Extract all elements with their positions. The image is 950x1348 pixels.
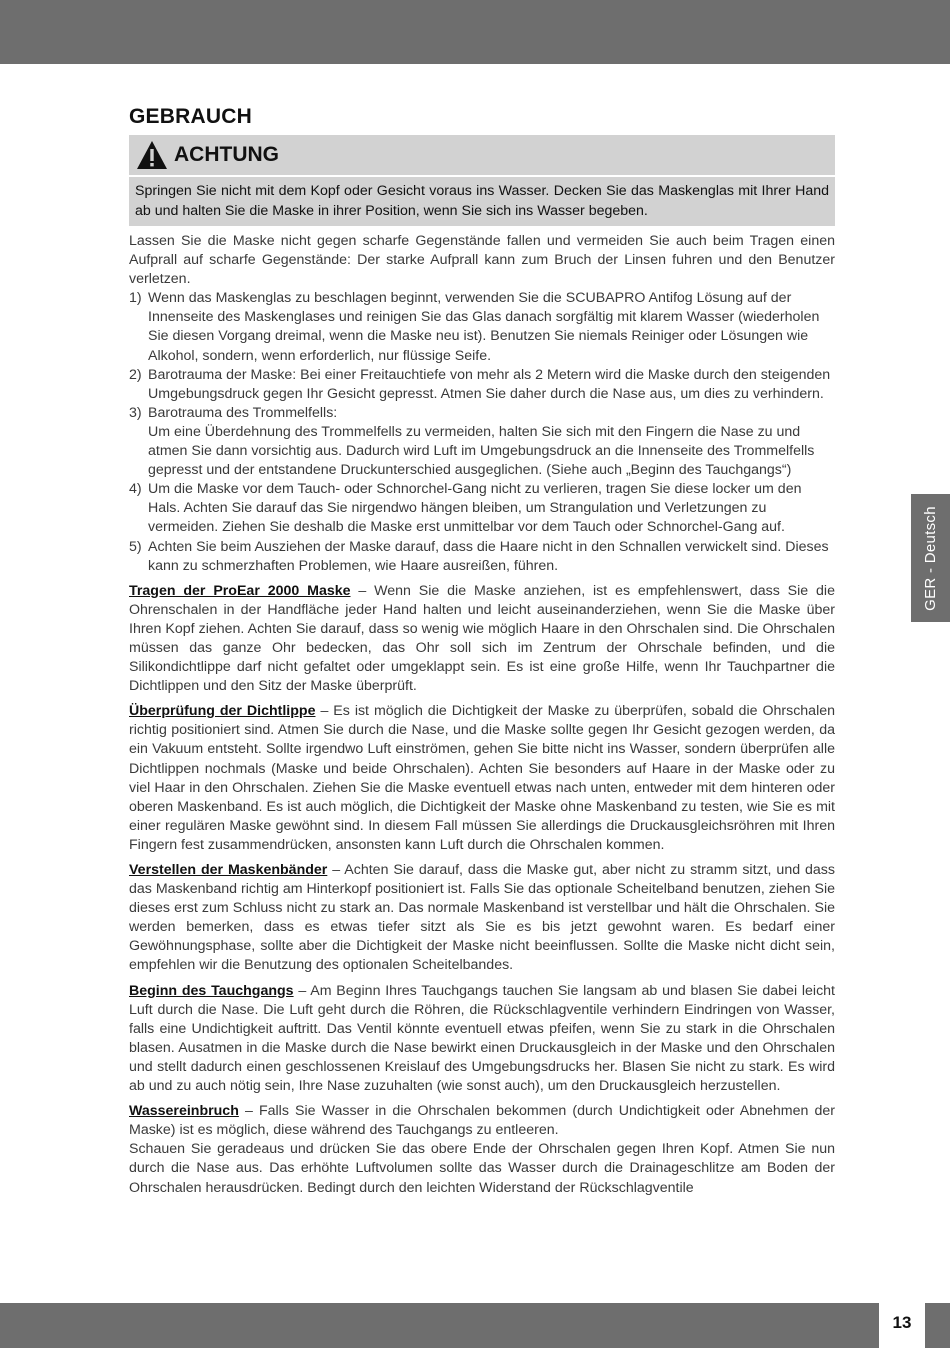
section-text: – Es ist möglich die Dichtigkeit der Maske zu überprüfen, sobald die Ohrschalen richtig positioniert sind. Atmen Sie durch die Nase, und die Maske sollte gegen Ihr Gesicht gezogen werden, da ein Vakuum entsteht. Sollte irgendwo Luft einströmen, gehen Sie bitte nicht ins Wasser, sondern überprüfen alle Dichtlippen nochmals (Maske und beide Ohrschalen). Achten Sie besonders auf Haare in der Maske oder zu viel Haar in den Ohrschalen. Ziehen Sie die Maske eventuell etwas nach unten, entweder mit dem hinteren oder oberen Maskenband. Es ist auch möglich, die Dichtigkeit der Maske ohne Maskenband zu testen, wie Sie es mit einer regulären Maske gewöhnt sind. In diesem Fall müssen Sie allerdings die Druckausgleichsröhren mit Ihren Fingern fest zusammendrücken, ansonsten kann Luft durch die Ohrschalen kommen. [129,703,836,853]
list-item [129,538,835,576]
list-item-number: 3) [129,404,142,421]
section-text: – Falls Sie Wasser in die Ohrschalen bekommen (durch Undichtigkeit oder Abnehmen der Maske) ist es möglich, diese während des Tauchgangs zu entleeren. [129,1103,835,1139]
section-paragraph [129,982,835,1097]
section-text: – Achten Sie darauf, dass die Maske gut, aber nicht zu stramm sitzt, und dass das Maskenband richtig am Hinterkopf positioniert ist. Falls Sie das optionale Scheitelband benutzen, ziehen Sie dieses erst zum Schluss nicht zu stark an. Das normale Maskenband ist verstellbar und hält die Ohrschalen. Sie werden bemerken, dass es etwas tiefer sitzt als Sie es bis jetzt gewohnt waren. Es bedarf einer Gewöhnungsphase, sollte aber die Dichtigkeit der Maske nicht beeinflussen. Sollte die Maske nicht dicht sein, empfehlen wir die Benutzung des optionalen Scheitelbandes. [129,862,835,974]
list-item [129,404,835,480]
warning-title: ACHTUNG [174,143,279,166]
page-content [129,103,835,1198]
list-item-number: 1) [129,290,142,307]
intro-paragraph: Lassen Sie die Maske nicht gegen scharfe Gegenstände fallen und vermeiden Sie auch beim Tragen einen Aufprall auf scharfe Gegenstände: Der starke Aufprall kann zum Bruch der Linsen fuhren und den Benutzer verletzen. [129,233,835,288]
list-item-text: Um eine Überdehnung des Trommelfells zu vermeiden, halten Sie sich mit den Fingern die Nase zu und atmen Sie dann vorsichtig aus. Dadurch wird Luft im Umgebungsdruck an die Innenseite des Trommelfells gepresst und der entstandene Druckunterschied ausgeglichen. (Siehe auch „Beginn des Tauchgangs“) [148,423,815,479]
section-heading: Tragen der ProEar 2000 Maske [129,582,351,599]
warning-triangle-icon [136,140,168,170]
header-bar [0,0,950,64]
list-item-number: 4) [129,481,142,498]
list-item-title: Barotrauma des Trommelfells: [148,404,338,421]
section-title: GEBRAUCH [129,105,252,128]
section-heading: Überprüfung der Dichtlippe [129,703,316,720]
warning-header [129,135,835,177]
list-item-text: Achten Sie beim Ausziehen der Maske darauf, dass die Haare nicht in den Schnallen verwickelt sind. Dieses kann zu schmerzhaften Problemen, wie Haare ausreißen, führen. [148,538,829,574]
section-paragraph [129,1102,835,1140]
section-text: – Wenn Sie die Maske anziehen, ist es empfehlenswert, dass Sie die Ohrenschalen in der Handfläche jeder Hand halten und leicht auseinanderziehen, wenn Sie die Maske über Ihren Kopf ziehen. Achten Sie darauf, dass so wenig wie möglich Haare in den Ohrschalen sind. Die Ohrschalen müssen das ganze Ohr bedecken, das Ohr soll sich im Zentrum der Ohrschale befinden, und die Silikondichtlippe darf nicht gefaltet oder umgeklappt sein. Es ist eine große Hilfe, wenn Ihr Tauchpartner die Dichtlippen und den Sitz der Maske überprüft. [129,582,835,695]
warning-text: Springen Sie nicht mit dem Kopf oder Gesicht voraus ins Wasser. Decken Sie das Maskenglas mit Ihrer Hand ab und halten Sie die Maske in ihrer Position, wenn Sie sich ins Wasser begeben. [135,183,829,219]
list-item-number: 2) [129,366,142,383]
section-heading: Verstellen der Maskenbänder [129,862,328,878]
section-paragraph-continued: Schauen Sie geradeaus und drücken Sie das obere Ende der Ohrschalen gegen Ihren Kopf. Atmen Sie nun durch die Nase aus. Das erhöhte Luftvolumen sollte das Wasser durch die Drainageschlitze am Boden der Ohrschalen herausdrücken. Bedingt durch den leichten Widerstand der Rückschlagventile [129,1141,835,1196]
list-item-text: Barotrauma der Maske: Bei einer Freitauchtiefe von mehr als 2 Metern wird die Maske durch den steigenden Umgebungsdruck gegen Ihr Gesicht gepresst. Atmen Sie daher durch die Nase aus, um dies zu verhindern. [148,366,831,402]
page-number: 13 [879,1298,925,1348]
list-item-number: 5) [129,538,142,555]
section-heading: Wassereinbruch [129,1103,239,1120]
steps-list [129,289,835,575]
section-paragraph [129,582,835,697]
list-item [129,289,835,365]
warning-box [129,135,835,226]
section-paragraph [129,702,835,855]
list-item [129,480,835,537]
section-heading: Beginn des Tauchgangs [129,982,294,999]
list-item [129,366,835,404]
list-item-text: Um die Maske vor dem Tauch- oder Schnorchel-Gang nicht zu verlieren, tragen Sie diese locker um den Hals. Achten Sie darauf das Sie nirgendwo hängen bleiben, um Strangulation und Verletzungen zu vermeiden. Ziehen Sie deshalb die Maske erst unmittelbar vor dem Tauch oder Schnorchel-Gang auf. [148,481,802,536]
list-item-text: Wenn das Maskenglas zu beschlagen beginnt, verwenden Sie die SCUBAPRO Antifog Lösung auf der Innenseite des Maskenglases und reinigen Sie das Glas danach sorgfältig mit klarem Wasser (wiederholen Sie diesen Vorgang dreimal, wenn die Maske neu ist). Benutzen Sie niemals Reiniger oder Lösungen wie Alkohol, sondern, wenn erforderlich, nur flüssige Seife. [148,290,820,364]
language-tab [911,494,950,622]
language-tab-label: GER - Deutsch [922,505,940,611]
section-paragraph [129,861,835,976]
footer-bar [0,1303,950,1348]
section-text: – Am Beginn Ihres Tauchgangs tauchen Sie langsam ab und blasen Sie dabei leicht Luft durch die Nase. Die Luft geht durch die Röhren, die Rückschlagventile verhindern Eindringen von Wasser, falls eine Undichtigkeit auftritt. Das Ventil könnte eventuell etwas pfeifen, wenn Sie zu stark in die Ohrschalen blasen. Ausatmen in die Maske durch die Nase bewirkt einen Druckausgleich in der Maske und den Ohrschalen und stellt dadurch einen geschlossenen Kreislauf des Umgebungsdrucks her. Blasen Sie nicht zu stark. Es wird ab und zu auch nötig sein, Ihre Nase zuzuhalten (wie sonst auch), um den Druckausgleich herzustellen. [129,982,835,1095]
